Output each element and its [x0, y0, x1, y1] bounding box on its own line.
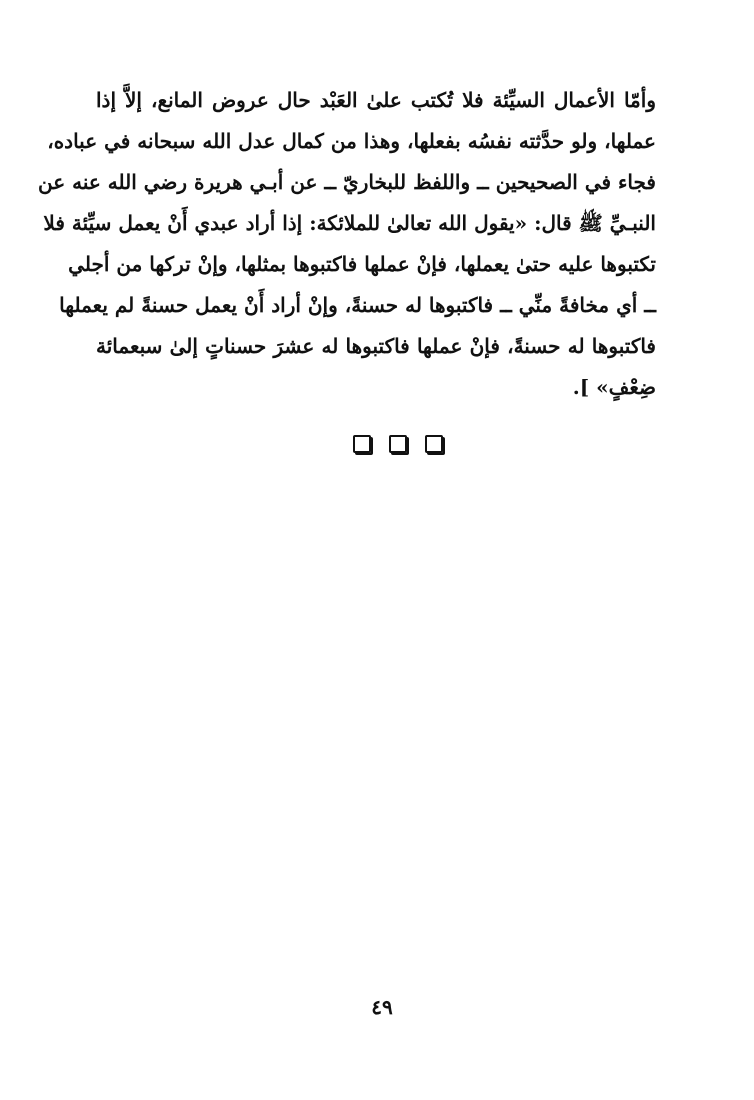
text-line: وأمّا الأعمال السيِّئة فلا تُكتب علىٰ العَبْد حال عروض المانع، إلاَّ إذا [96, 88, 656, 112]
text-line: تكتبوها عليه حتىٰ يعملها، فإنْ عملها فاكتبوها بمثلها، وإنْ تركها من أجلي [68, 252, 656, 276]
body-text [38, 80, 656, 408]
text-line: ــ أي مخافةً منِّي ــ فاكتبوها له حسنةً، وإنْ أراد أَنْ يعمل حسنةً لم يعملها [59, 293, 656, 317]
section-separator [353, 435, 443, 457]
text-line: النبـيِّ ﷺ قال: «يقول الله تعالىٰ للملائكة: إذا أراد عبدي أَنْ يعمل سيِّئة فلا [43, 211, 656, 235]
square-icon [425, 435, 443, 453]
text-line: فاكتبوها له حسنةً، فإنْ عملها فاكتبوها له عشرَ حسناتٍ إلىٰ سبعمائة [96, 334, 656, 358]
text-line: عملها، ولو حدَّثته نفسُه بفعلها، وهذا من كمال عدل الله سبحانه في عباده، [47, 129, 656, 153]
page-number: ٤٩ [371, 995, 393, 1019]
square-icon [389, 435, 407, 453]
text-line: فجاء في الصحيحين ــ واللفظ للبخاريّ ــ عن أبـي هريرة رضي الله عنه عن [38, 170, 656, 194]
text-line: ضِعْفٍ» ]. [572, 375, 656, 399]
square-icon [353, 435, 371, 453]
